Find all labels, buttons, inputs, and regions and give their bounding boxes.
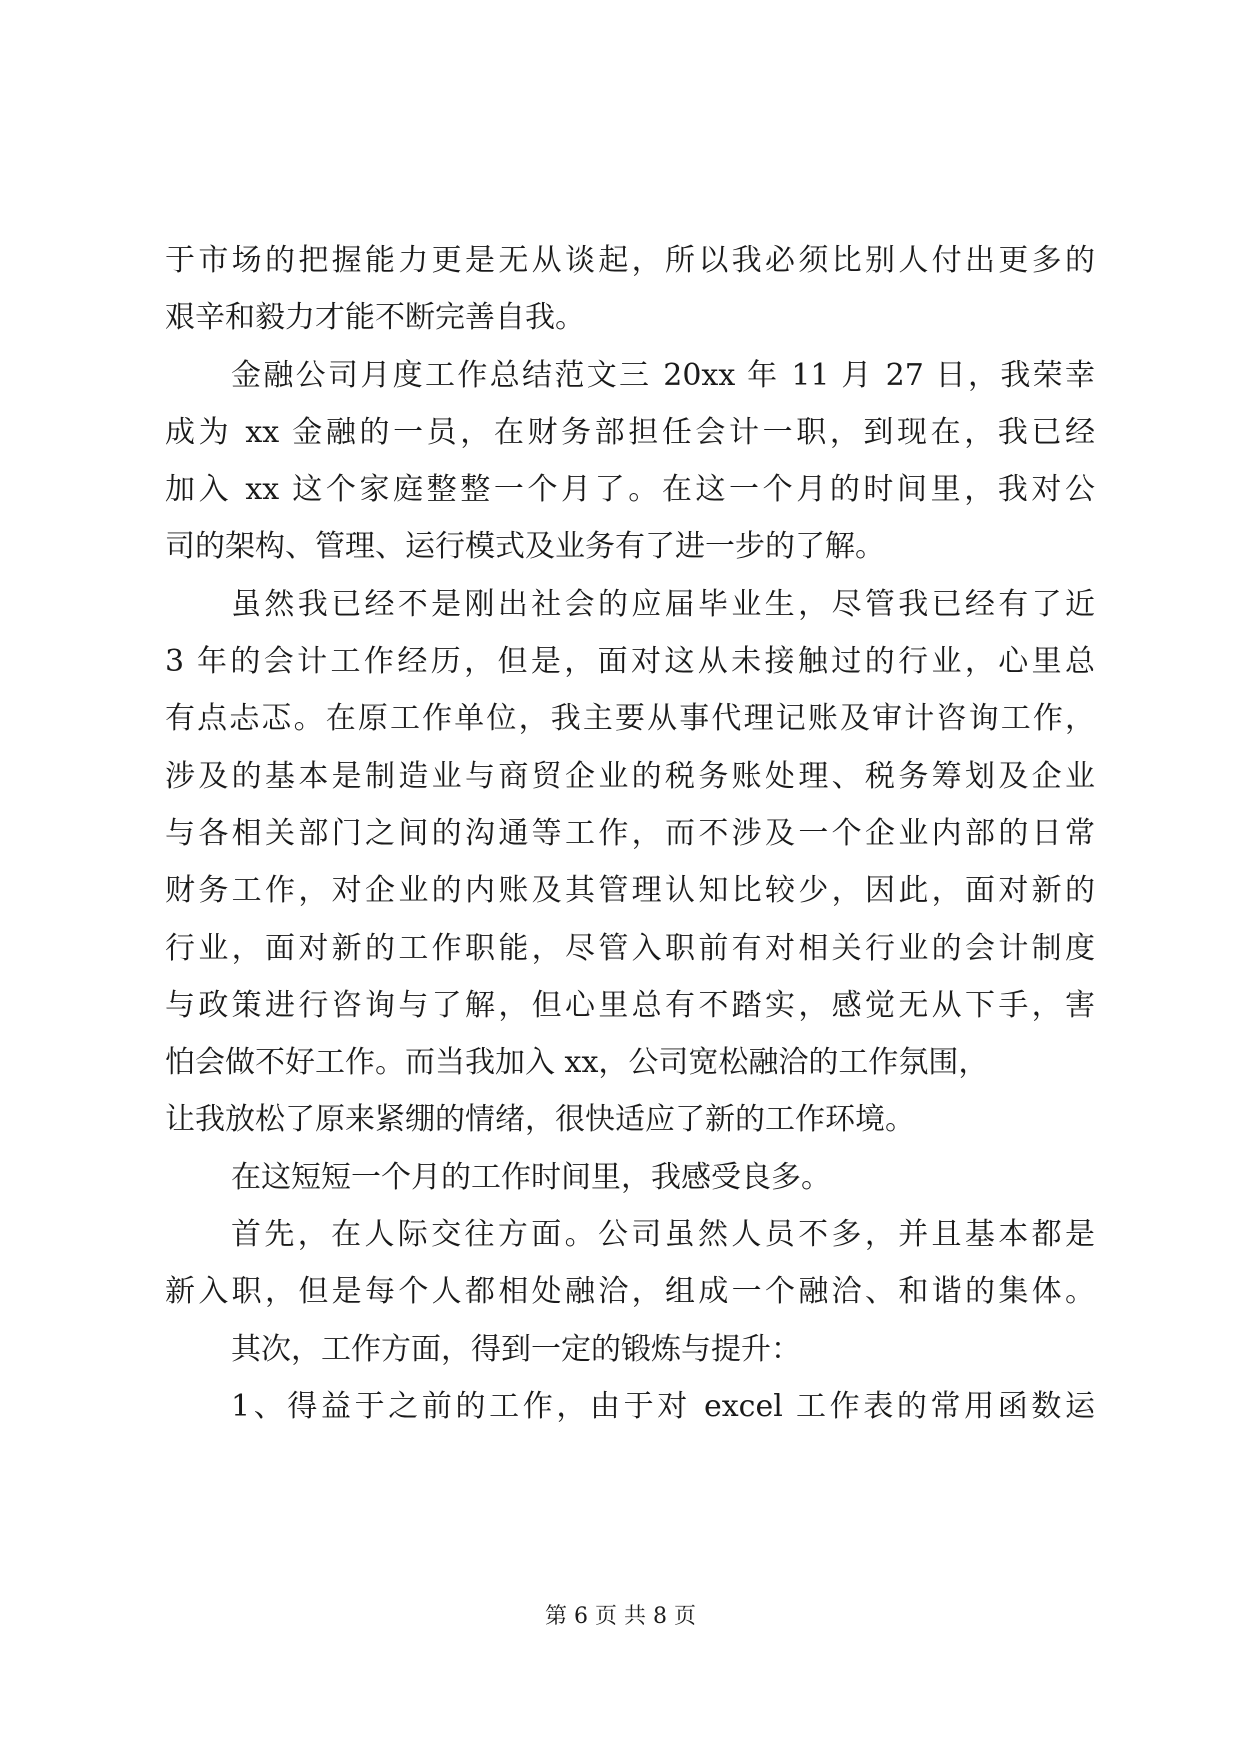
page-footer: 第 6 页 共 8 页 — [545, 1604, 696, 1629]
text-line: 艰辛和毅力才能不断完善自我。 — [165, 300, 585, 336]
text-line: 新入职，但是每个人都相处融洽，组成一个融洽、和谐的集体。 — [165, 1274, 1095, 1310]
text-line: 财务工作，对企业的内账及其管理认知比较少，因此，面对新的 — [165, 873, 1095, 909]
paragraph-first-line: 虽然我已经不是刚出社会的应届毕业生，尽管我已经有了近 — [231, 586, 1095, 622]
text-line: 司的架构、管理、运行模式及业务有了进一步的了解。 — [165, 529, 885, 565]
text-line: 与政策进行咨询与了解，但心里总有不踏实，感觉无从下手，害 — [165, 987, 1095, 1023]
paragraph-first-line: 首先，在人际交往方面。公司虽然人员不多，并且基本都是 — [231, 1217, 1095, 1253]
text-line: 于市场的把握能力更是无从谈起，所以我必须比别人付出更多的 — [165, 243, 1095, 278]
text-line: 成为 xx 金融的一员，在财务部担任会计一职，到现在，我已经 — [165, 414, 1095, 450]
text-line: 3 年的会计工作经历，但是，面对这从未接触过的行业，心里总 — [165, 644, 1095, 680]
paragraph-first-line: 其次，工作方面，得到一定的锻炼与提升： — [231, 1331, 801, 1367]
text-line: 涉及的基本是制造业与商贸企业的税务账处理、税务筹划及企业 — [165, 758, 1095, 794]
paragraph-first-line: 金融公司月度工作总结范文三 20xx 年 11 月 27 日，我荣幸 — [231, 357, 1095, 393]
body-text — [165, 232, 1095, 1435]
text-line: 加入 xx 这个家庭整整一个月了。在这一个月的时间里，我对公 — [165, 472, 1095, 508]
text-line: 与各相关部门之间的沟通等工作，而不涉及一个企业内部的日常 — [165, 815, 1095, 851]
text-line: 行业，面对新的工作职能，尽管入职前有对相关行业的会计制度 — [165, 930, 1095, 966]
text-line: 怕会做不好工作。而当我加入 xx，公司宽松融洽的工作氛围， — [165, 1045, 989, 1081]
text-line: 让我放松了原来紧绷的情绪，很快适应了新的工作环境。 — [165, 1102, 915, 1138]
text-line: 有点忐忑。在原工作单位，我主要从事代理记账及审计咨询工作， — [165, 701, 1095, 737]
paragraph-first-line: 在这短短一个月的工作时间里，我感受良多。 — [231, 1159, 831, 1195]
paragraph-first-line: 1、得益于之前的工作，由于对 excel 工作表的常用函数运 — [231, 1388, 1095, 1424]
